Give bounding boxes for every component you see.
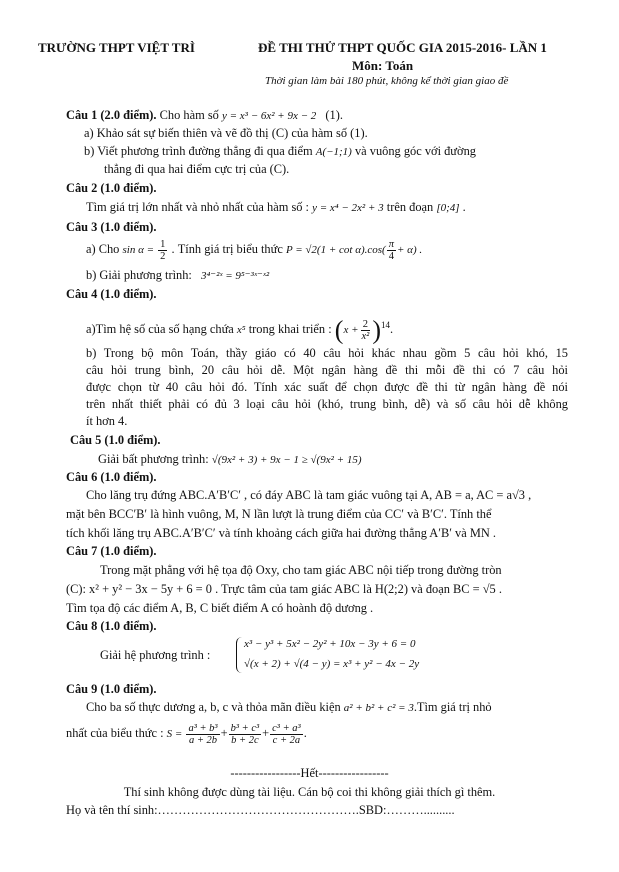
q4-exponent: 14	[380, 320, 390, 330]
q4-paren-close: )	[372, 315, 381, 345]
q3-b-text: b) Giải phương trình:	[86, 268, 192, 282]
q4-expr: x +	[343, 324, 359, 337]
candidate-line: Họ và tên thí sinh:………………………………………….SBD:………..........	[66, 803, 455, 817]
q9-text3: nhất của biểu thức :	[66, 726, 164, 740]
q3-b-eq: 3⁴⁻²ˣ = 9⁵⁻³ˣ⁻ˣ²	[200, 270, 270, 282]
q3-label: Câu 3 (1.0 điểm).	[66, 220, 157, 234]
q1-b-text: b) Viết phương trình đường thẳng đi qua điểm	[84, 144, 313, 158]
q2-text2: trên đoạn	[386, 200, 434, 214]
q4-a: a)Tìm hệ số của số hạng chứa x⁵ trong khai triển : (x + $\frac{2}{\text{x²}}$ )$^{14}$.	[86, 315, 394, 345]
q4-fraction: $\frac{2}{\text{x²}}$	[361, 318, 370, 342]
q3-a	[86, 236, 422, 263]
q9-s: S =	[166, 728, 183, 740]
q4-term: x⁵	[236, 324, 246, 337]
q8-eq2: √(x + 2) + √(4 − y) = x³ + y² − 4x − 2y	[244, 658, 420, 670]
q9-fraction-3: $\frac{\text{c³ + a³}}{c + 2a}$	[272, 722, 301, 746]
q6-l2: mặt bên BCC′B′ là hình vuông, M, N lần lượt là trung điểm của CC′ và B′C′. Tính thể	[66, 507, 492, 521]
q2-formula: y = x⁴ − 2x² + 3	[312, 202, 384, 214]
q7-l3: Tìm tọa độ các điểm A, B, C biết điểm A có hoành độ dương .	[66, 601, 374, 615]
q6-l1: Cho lăng trụ đứng ABC.A′B′C′ , có đáy ABC là tam giác vuông tại A, AB = a, AC = a√3 ,	[86, 488, 532, 502]
q2-interval: [0;4]	[436, 202, 460, 214]
q2-text1: Tìm giá trị lớn nhất và nhỏ nhất của hàm số :	[86, 200, 309, 214]
exam-title: ĐỀ THI THỬ THPT QUỐC GIA 2015-2016- LẦN 1	[258, 40, 547, 55]
q7-l1: Trong mặt phẳng với hệ tọa độ Oxy, cho tam giác ABC nội tiếp trong đường tròn	[100, 563, 502, 577]
q4-a-text: a)Tìm hệ số của số hạng chứa	[86, 322, 234, 337]
q2-end: .	[462, 200, 466, 214]
q5-formula: √(9x² + 3) + 9x − 1 ≥ √(9x² + 15)	[211, 454, 362, 466]
q1-line	[66, 108, 343, 124]
q4-b-l4: trên nhất thiết phải có đủ 3 loại câu hỏi (khó, trung bình, dễ) và số câu hỏi dễ không	[86, 397, 568, 411]
q3-fraction-half: $\frac{1}{2}$	[160, 238, 166, 262]
subject: Môn: Toán	[352, 58, 414, 73]
q8-brace	[236, 637, 243, 673]
q8-label: Câu 8 (1.0 điểm).	[66, 619, 157, 633]
q1-label: Câu 1 (2.0 điểm).	[66, 108, 157, 122]
time-note: Thời gian làm bài 180 phút, không kể thời gian giao đề	[265, 75, 509, 87]
q5-text	[98, 452, 361, 468]
q9-condition: a² + b² + c² = 3	[343, 702, 414, 714]
q3-expr2: + α) .	[397, 244, 423, 256]
q4-b-l5: ít hơn 4.	[86, 414, 128, 428]
q7-label: Câu 7 (1.0 điểm).	[66, 544, 157, 558]
q1-b-text2: và vuông góc với đường	[354, 144, 476, 158]
q3-expr1: P = √2(1 + cot α).cos(	[285, 244, 386, 256]
q1-formula: y = x³ − 6x² + 9x − 2	[221, 110, 317, 122]
q5-label: Câu 5 (1.0 điểm).	[70, 433, 161, 447]
q4-a-text2: trong khai triển :	[248, 322, 332, 337]
q4-label: Câu 4 (1.0 điểm).	[66, 287, 157, 301]
q1-ref: (1).	[325, 108, 343, 122]
q1-b-cont: thẳng đi qua hai điểm cực trị của (C).	[104, 162, 290, 176]
q8-text: Giải hệ phương trình :	[100, 648, 211, 662]
q1-b	[84, 144, 476, 160]
footer-note: Thí sinh không được dùng tài liệu. Cán bộ coi thi không giải thích gì thêm.	[123, 785, 496, 799]
q3-fraction-pi: $\frac{\pi}{4}$	[388, 238, 394, 262]
q4-b-l3: được chọn từ 40 câu hỏi đó. Tính xác suất để chọn được đề thi từ ngân hàng đề nói	[86, 380, 568, 394]
q5-text-label: Giải bất phương trình:	[98, 452, 209, 466]
q3-a-text2: . Tính giá trị biểu thức	[171, 242, 283, 256]
q3-a-text: a) Cho	[86, 242, 120, 256]
q6-label: Câu 6 (1.0 điểm).	[66, 470, 157, 484]
end-marker: -----------------Hết-----------------	[230, 766, 389, 780]
q9-label: Câu 9 (1.0 điểm).	[66, 682, 157, 696]
q1-a: a) Khảo sát sự biến thiên và vẽ đồ thị (C) của hàm số (1).	[84, 126, 368, 140]
q3-b	[86, 268, 269, 284]
q2-label: Câu 2 (1.0 điểm).	[66, 181, 157, 195]
q4-b-l1: b) Trong bộ môn Toán, thầy giáo có 40 câu hỏi khác nhau gồm 5 câu hỏi khó, 15	[86, 346, 568, 360]
school-name: TRƯỜNG THPT VIỆT TRÌ	[38, 40, 195, 55]
q7-l2: (C): x² + y² − 3x − 5y + 6 = 0 . Trực tâm của tam giác ABC là H(2;2) và đoạn BC = √5 .	[66, 582, 502, 596]
q9-l2: nhất của biểu thức : S = $\frac{\text{a³ + b³}}{a + 2b}$ + $\frac{\text{b³ + c³}}{b + 2c}$ + $\frac{\text{c³ + a³}}{c + 2a}$ .	[66, 722, 307, 746]
q2-text	[86, 200, 466, 216]
q9-text2: .Tìm giá trị nhỏ	[413, 700, 492, 714]
q3-sin: sin α =	[122, 244, 155, 256]
q1-text: Cho hàm số	[159, 108, 219, 122]
q6-l3: tích khối lăng trụ ABC.A′B′C′ và tính khoảng cách giữa hai đường thẳng A′B′ và MN .	[66, 526, 496, 540]
q4-paren-open: (	[334, 315, 344, 345]
q9-fraction-2: $\frac{\text{b³ + c³}}{b + 2c}$	[230, 722, 260, 746]
q4-b-l2: câu hỏi trung bình, 20 câu hỏi dễ. Một ngân hàng đề thi mỗi đề thi có 7 câu hỏi	[86, 363, 568, 377]
q8-eq1: x³ − y³ + 5x² − 2y² + 10x − 3y + 6 = 0	[244, 638, 416, 650]
q1-b-point: A(−1;1)	[315, 146, 352, 158]
q9-fraction-1: $\frac{\text{a³ + b³}}{a + 2b}$	[188, 722, 218, 746]
q9-text: Cho ba số thực dương a, b, c và thỏa mãn điều kiện	[86, 700, 341, 714]
q9-l1	[86, 700, 492, 716]
